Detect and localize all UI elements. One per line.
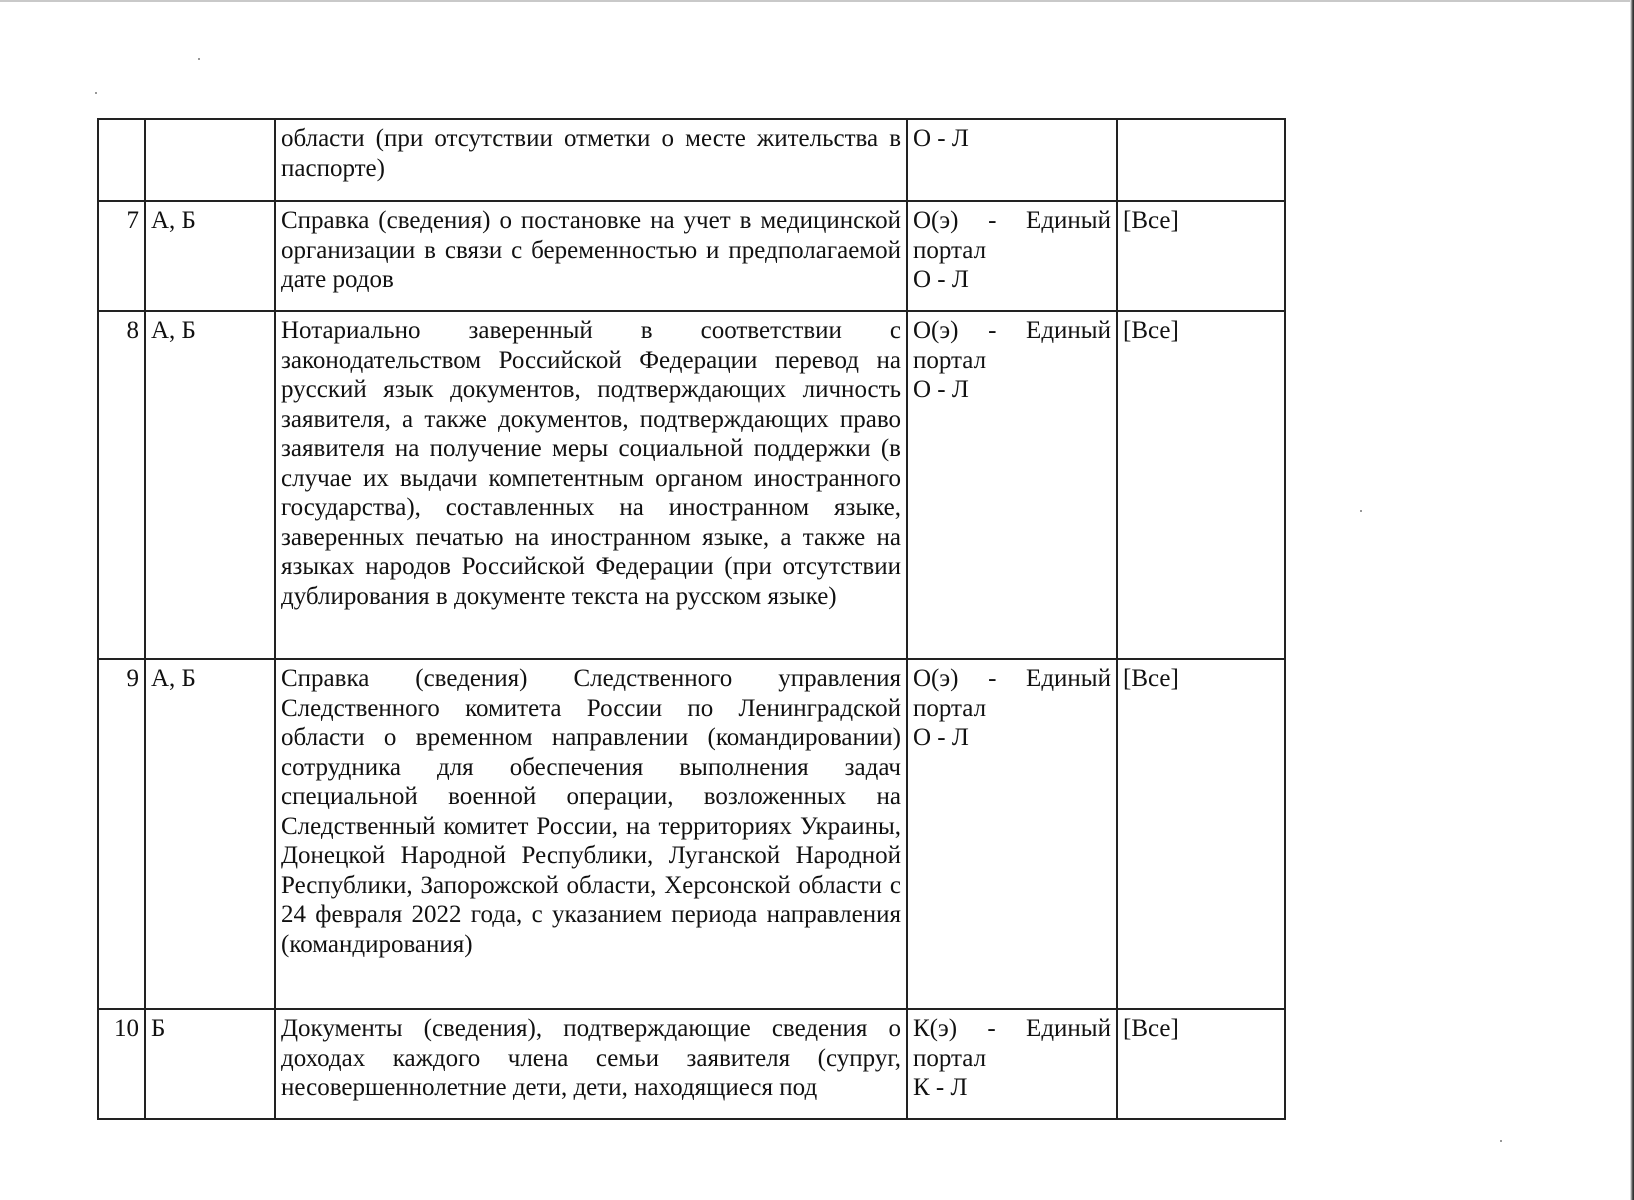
row-number [98,119,145,201]
scan-edge-top [0,0,1634,2]
row-reference: [Все] [1117,659,1285,1009]
row-number: 7 [98,201,145,311]
row-document-text: Справка (сведения) Следственного управления Следственного комитета России по Ленинградской области о временном направлении (командировании) сотрудника для обеспечения выполнения задач специальной военной операции, возложенных на Следственный комитет России, на территориях Украины, Донецкой Народной Республики, Луганской Народной Республики, Запорожской области, Херсонской области с 24 февраля 2022 года, с указанием периода направления (командирования) [275,659,907,1009]
row-document-text: области (при отсутствии отметки о месте жительства в паспорте) [275,119,907,201]
source-type-line: О(э) - Единый [913,207,1111,234]
row-source [907,1009,1117,1119]
source-line-2: портал [913,346,987,374]
table-row [98,201,1285,311]
documents-table [97,118,1286,1120]
row-document-text: Справка (сведения) о постановке на учет в медицинской организации в связи с беременностью и предполагаемой дате родов [275,201,907,311]
row-source [907,119,1117,201]
table-row [98,1009,1285,1119]
scan-speck [95,92,97,94]
row-source [907,311,1117,659]
row-document-text: Документы (сведения), подтверждающие сведения о доходах каждого члена семьи заявителя (супруг, несовершеннолетние дети, дети, находящиеся под [275,1009,907,1119]
source-line-3: О - Л [913,125,969,152]
scan-edge-right [1630,0,1634,1200]
source-type-line: О(э) - Единый [913,665,1111,692]
source-line-2: портал [913,1044,987,1072]
source-line-2: портал [913,236,987,264]
row-number: 10 [98,1009,145,1119]
row-category: А, Б [145,311,275,659]
row-category: А, Б [145,659,275,1009]
table-row [98,659,1285,1009]
row-reference: [Все] [1117,1009,1285,1119]
source-line-3: О - Л [913,266,969,293]
row-reference: [Все] [1117,201,1285,311]
source-type-line: К(э) - Единый [913,1015,1111,1042]
table-row [98,119,1285,201]
source-line-3: О - Л [913,376,969,403]
row-category [145,119,275,201]
scan-speck [1500,1140,1502,1142]
row-number: 9 [98,659,145,1009]
source-line-3: О - Л [913,724,969,751]
scan-speck [198,58,200,60]
row-number: 8 [98,311,145,659]
row-category: Б [145,1009,275,1119]
table-row [98,311,1285,659]
source-type-line: О(э) - Единый [913,317,1111,344]
row-category: А, Б [145,201,275,311]
row-source [907,659,1117,1009]
row-reference: [Все] [1117,311,1285,659]
row-document-text: Нотариально заверенный в соответствии с законодательством Российской Федерации перевод на русский язык документов, подтверждающих личность заявителя, а также документов, подтверждающих право заявителя на получение меры социальной поддержки (в случае их выдачи компетентным органом иностранного государства), составленных на иностранном языке, заверенных печатью на иностранном языке, а также на языках народов Российской Федерации (при отсутствии дублирования в документе текста на русском языке) [275,311,907,659]
source-line-2: портал [913,694,987,722]
source-line-3: К - Л [913,1074,968,1101]
row-source [907,201,1117,311]
scan-speck [1360,510,1362,512]
row-reference [1117,119,1285,201]
